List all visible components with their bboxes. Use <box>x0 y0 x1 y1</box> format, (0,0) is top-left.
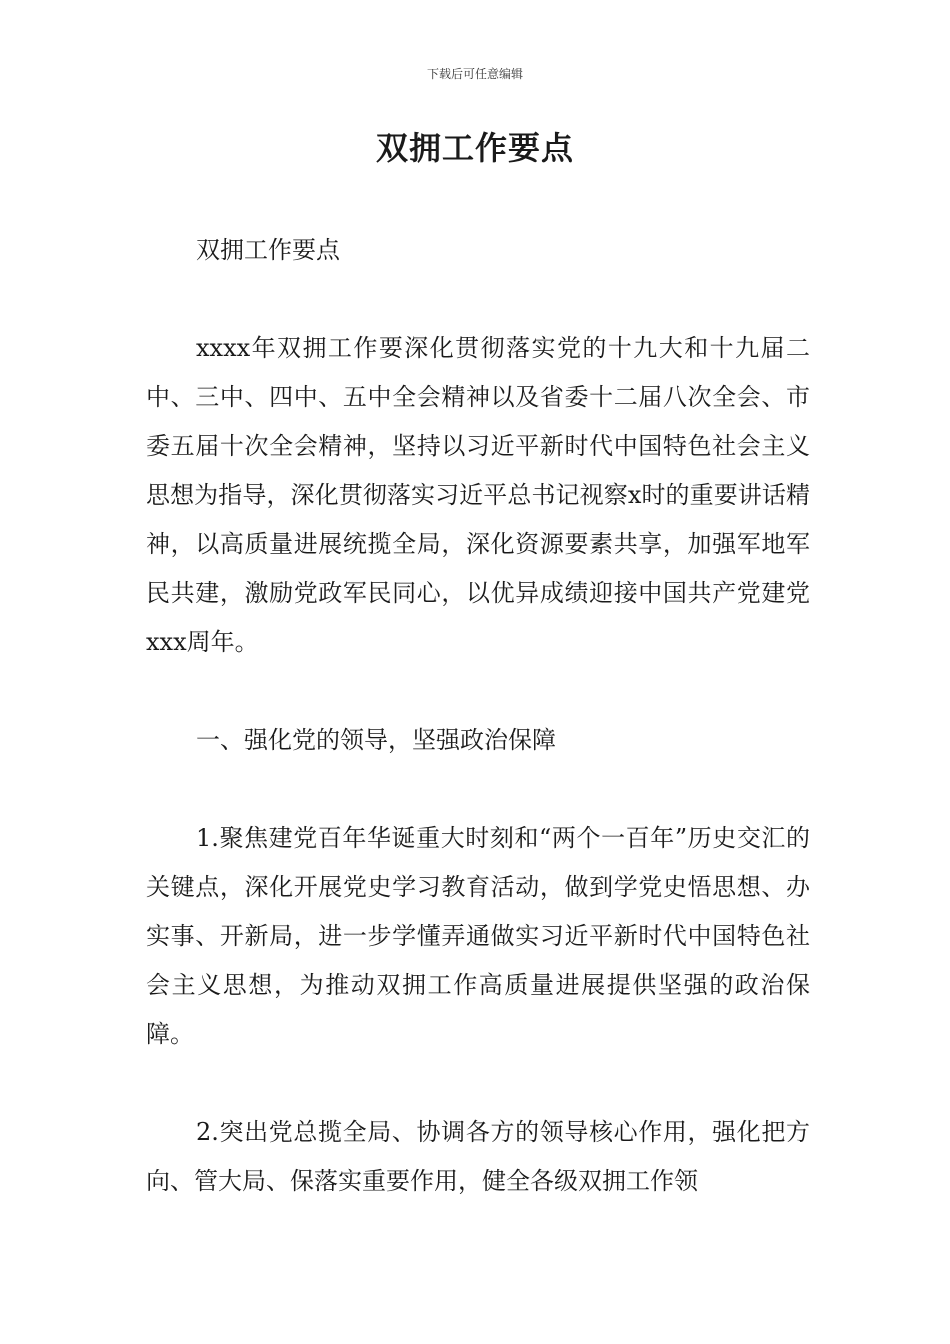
document-title: 双拥工作要点 <box>375 129 574 167</box>
paragraph-item-2: 2.突出党总揽全局、协调各方的领导核心作用，强化把方向、管大局、保落实重要作用，健全各级双拥工作领 <box>146 1118 810 1195</box>
paragraph-intro: xxxx年双拥工作要深化贯彻落实党的十九大和十九届二中、三中、四中、五中全会精神以及省委十二届八次全会、市委五届十次全会精神，坚持以习近平新时代中国特色社会主义思想为指导，深化贯彻落实习近平总书记视察x时的重要讲话精神，以高质量进展统揽全局，深化资源要素共享，加强军地军民共建，激励党政军民同心，以优异成绩迎接中国共产党建党xxx周年。 <box>146 334 810 656</box>
section-heading-1: 一、强化党的领导，坚强政治保障 <box>196 726 556 754</box>
paragraph-subtitle: 双拥工作要点 <box>196 236 340 264</box>
header-note: 下载后可任意编辑 <box>426 67 523 81</box>
paragraph-item-1: 1.聚焦建党百年华诞重大时刻和“两个一百年”历史交汇的关键点，深化开展党史学习教育活动，做到学党史悟思想、办实事、开新局，进一步学懂弄通做实习近平新时代中国特色社会主义思想，为推动双拥工作高质量进展提供坚强的政治保障。 <box>146 824 810 1048</box>
document-body <box>146 226 810 1255</box>
